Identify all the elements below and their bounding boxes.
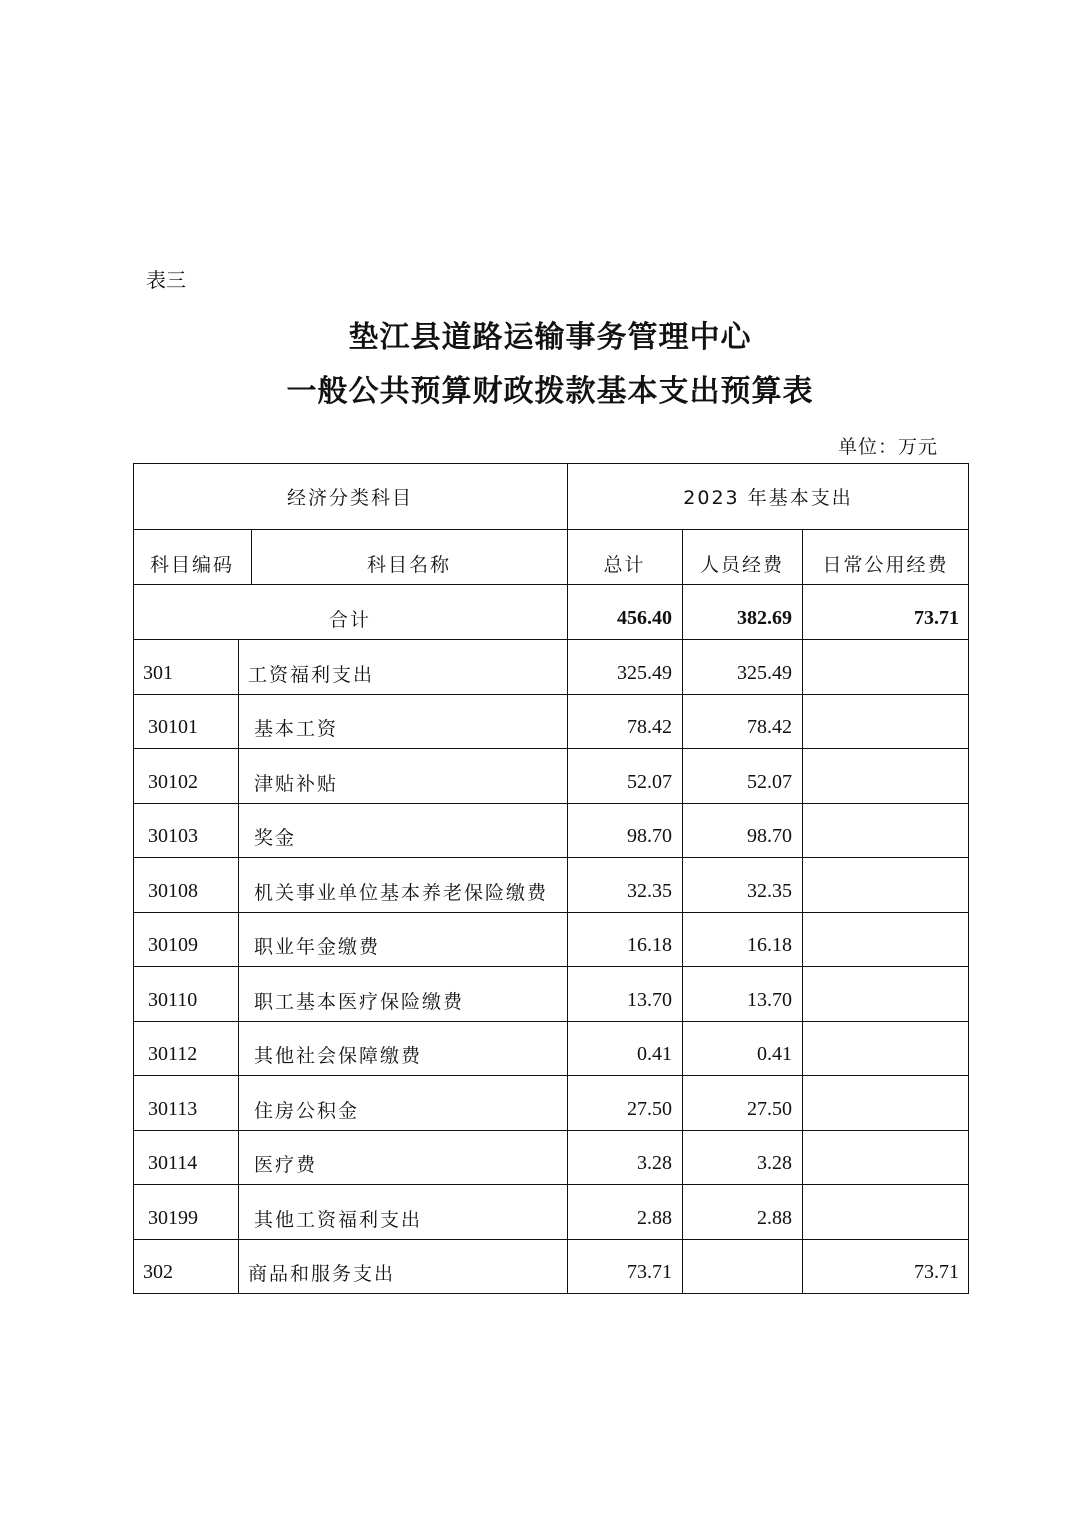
row-public — [802, 708, 969, 749]
total-row-total: 456.40 — [617, 607, 672, 629]
row-personnel: 27.50 — [747, 1097, 792, 1120]
row-personnel — [682, 1253, 802, 1294]
total-row-personnel: 382.69 — [737, 607, 792, 629]
table-border-left — [133, 463, 134, 1293]
row-name: 商品和服务支出 — [248, 1263, 396, 1286]
row-public — [802, 817, 969, 858]
row-name: 医疗费 — [254, 1154, 318, 1177]
row-name: 津贴补贴 — [254, 772, 339, 795]
row-personnel: 98.70 — [747, 825, 792, 848]
row-code: 30114 — [148, 1152, 198, 1175]
row-total: 0.41 — [637, 1043, 672, 1066]
row-code: 302 — [143, 1261, 173, 1284]
row-name: 职业年金缴费 — [254, 936, 381, 959]
row-code: 30113 — [148, 1097, 198, 1120]
row-personnel: 2.88 — [757, 1206, 792, 1229]
page-subtitle: 一般公共预算财政拨款基本支出预算表 — [286, 374, 814, 409]
budget-table — [133, 463, 969, 1293]
column-header-name: 科目名称 — [366, 554, 451, 576]
row-public — [802, 653, 969, 694]
row-total: 52.07 — [627, 770, 672, 793]
row-total: 98.70 — [627, 825, 672, 848]
row-name: 机关事业单位基本养老保险缴费 — [254, 881, 549, 904]
row-divider — [133, 1184, 969, 1185]
row-public — [802, 926, 969, 967]
row-total: 32.35 — [627, 879, 672, 902]
row-public — [802, 1035, 969, 1076]
row-personnel: 0.41 — [757, 1043, 792, 1066]
row-total: 13.70 — [627, 988, 672, 1011]
row-divider — [133, 694, 969, 695]
row-divider — [133, 912, 969, 913]
row-divider — [133, 966, 969, 967]
row-public — [802, 871, 969, 912]
row-divider — [133, 1075, 969, 1076]
row-code: 30109 — [148, 934, 198, 957]
row-code: 30103 — [148, 825, 198, 848]
total-row-public: 73.71 — [914, 607, 959, 629]
row-total: 3.28 — [637, 1152, 672, 1175]
row-personnel: 32.35 — [747, 879, 792, 902]
row-divider — [133, 748, 969, 749]
row-name: 工资福利支出 — [248, 663, 375, 686]
row-personnel: 13.70 — [747, 988, 792, 1011]
row-total: 27.50 — [627, 1097, 672, 1120]
row-name: 其他工资福利支出 — [254, 1208, 423, 1231]
row-total: 73.71 — [627, 1261, 672, 1284]
row-code: 30108 — [148, 879, 198, 902]
row-public — [802, 762, 969, 803]
row-code: 30102 — [148, 770, 198, 793]
row-public: 73.71 — [914, 1261, 959, 1284]
row-divider — [133, 803, 969, 804]
row-personnel: 325.49 — [737, 661, 792, 684]
table-label: 表三 — [146, 268, 186, 292]
row-name: 基本工资 — [254, 718, 339, 741]
row-name: 住房公积金 — [254, 1099, 360, 1122]
row-public — [802, 1144, 969, 1185]
column-header-public: 日常公用经费 — [822, 554, 949, 576]
page-title: 垫江县道路运输事务管理中心 — [348, 320, 752, 355]
row-personnel: 3.28 — [757, 1152, 792, 1175]
row-public — [802, 980, 969, 1021]
row-public — [802, 1089, 969, 1130]
row-code: 30110 — [148, 988, 198, 1011]
row-divider — [133, 584, 969, 585]
row-code: 30199 — [148, 1206, 198, 1229]
row-name: 其他社会保障缴费 — [254, 1045, 423, 1068]
row-personnel: 78.42 — [747, 716, 792, 739]
row-divider — [133, 857, 969, 858]
row-name: 奖金 — [254, 827, 297, 850]
row-divider — [133, 1239, 969, 1240]
group-header-classification: 经济分类科目 — [286, 486, 413, 509]
row-personnel: 16.18 — [747, 934, 792, 957]
row-divider — [133, 1130, 969, 1131]
column-header-code: 科目编码 — [149, 554, 234, 576]
row-code: 30101 — [148, 716, 198, 739]
row-divider — [133, 529, 969, 530]
row-divider — [133, 639, 969, 640]
column-divider — [238, 639, 239, 1293]
row-divider — [133, 1021, 969, 1022]
row-name: 职工基本医疗保险缴费 — [254, 990, 465, 1013]
row-code: 301 — [143, 661, 173, 684]
total-row-label: 合计 — [328, 609, 371, 631]
row-total: 78.42 — [627, 716, 672, 739]
row-public — [802, 1198, 969, 1239]
row-total: 16.18 — [627, 934, 672, 957]
column-header-total: 总计 — [603, 554, 646, 576]
row-code: 30112 — [148, 1043, 198, 1066]
column-header-personnel: 人员经费 — [699, 554, 784, 576]
group-header-basic-expenditure: 2023 年基本支出 — [683, 486, 853, 509]
row-divider — [133, 1293, 969, 1294]
row-personnel: 52.07 — [747, 770, 792, 793]
unit-label: 单位：万元 — [837, 436, 938, 458]
row-total: 325.49 — [617, 661, 672, 684]
row-total: 2.88 — [637, 1206, 672, 1229]
